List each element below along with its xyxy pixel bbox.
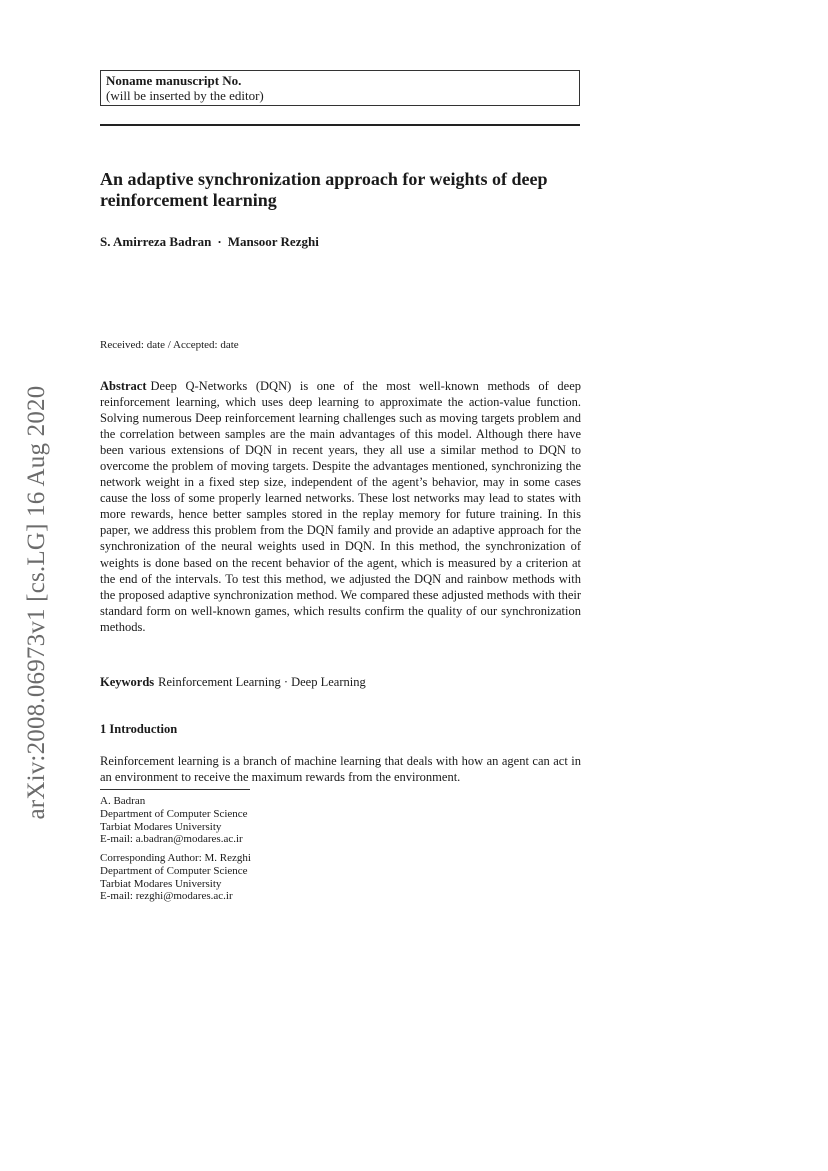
abstract-text: Deep Q-Networks (DQN) is one of the most well-known methods of deep reinforcement learning, which uses deep learning to approximate the action-value function. Solving numerous Deep reinforcement learning challenges such as moving targets problem and the correlation between samples are the main advantages of this model. Although there have been various extensions of DQN in recent years, they all use a similar method to DQN to overcome the problem of moving targets. Despite the advantages mentioned, synchronizing the network weight in a fixed step size, independent of the agent’s behavior, may in some cases cause the loss of some properly learned networks. These lost networks may lead to states with more rewards, hence better samples stored in the replay memory for future training. In this paper, we address this problem from the DQN family and provide an adaptive approach for the synchronization of the neural weights used in DQN. In this method, the synchronization of weights is done based on the recent behavior of the agent, which is measured by a criterion at the end of the intervals. To test this method, we adjusted the DQN and rainbow methods with the proposed adaptive synchronization method. We compared these adjusted methods with their standard form on well-known games, which results confirm the quality of our synchronization methods.: [100, 379, 581, 634]
keywords: [100, 674, 366, 690]
arxiv-sidebar: [22, 355, 52, 850]
arxiv-identifier: arXiv:2008.06973v1 [cs.LG] 16 Aug 2020: [23, 385, 50, 820]
manuscript-info-box: [100, 70, 580, 106]
keywords-label: Keywords: [100, 675, 155, 689]
affiliation-line: Department of Computer Science: [100, 807, 248, 820]
affiliation-badran: [100, 795, 248, 846]
manuscript-number: Noname manuscript No.: [106, 73, 242, 88]
affiliation-line: Department of Computer Science: [100, 864, 248, 877]
author-separator: ·: [217, 234, 222, 249]
header-rule: [100, 124, 580, 126]
author-name: S. Amirreza Badran: [100, 234, 212, 249]
author-list: [100, 234, 319, 250]
abstract-label: Abstract: [100, 379, 147, 393]
author-name: Mansoor Rezghi: [227, 234, 319, 249]
section-heading-introduction: 1 Introduction: [100, 722, 178, 736]
abstract: [100, 378, 581, 635]
affiliation-line: Tarbiat Modares University: [100, 877, 222, 890]
footnote-rule: [100, 789, 250, 790]
introduction-text: Reinforcement learning is a branch of machine learning that deals with how an agent can act in an environment to receive the maximum rewards from the environment.: [100, 754, 581, 784]
affiliation-line: Corresponding Author: M. Rezghi: [100, 852, 251, 864]
editor-note: (will be inserted by the editor): [106, 88, 264, 103]
affiliation-line: Tarbiat Modares University: [100, 820, 222, 833]
affiliation-email: E-mail: a.badran@modares.ac.ir: [100, 833, 243, 846]
affiliation-line: A. Badran: [100, 795, 146, 807]
affiliation-rezghi: [100, 852, 251, 903]
affiliation-email: E-mail: rezghi@modares.ac.ir: [100, 890, 233, 903]
received-date: Received: date / Accepted: date: [100, 339, 239, 351]
keywords-text: Reinforcement Learning · Deep Learning: [158, 675, 366, 689]
paper-title: An adaptive synchronization approach for weights of deep reinforcement learning: [100, 169, 548, 210]
